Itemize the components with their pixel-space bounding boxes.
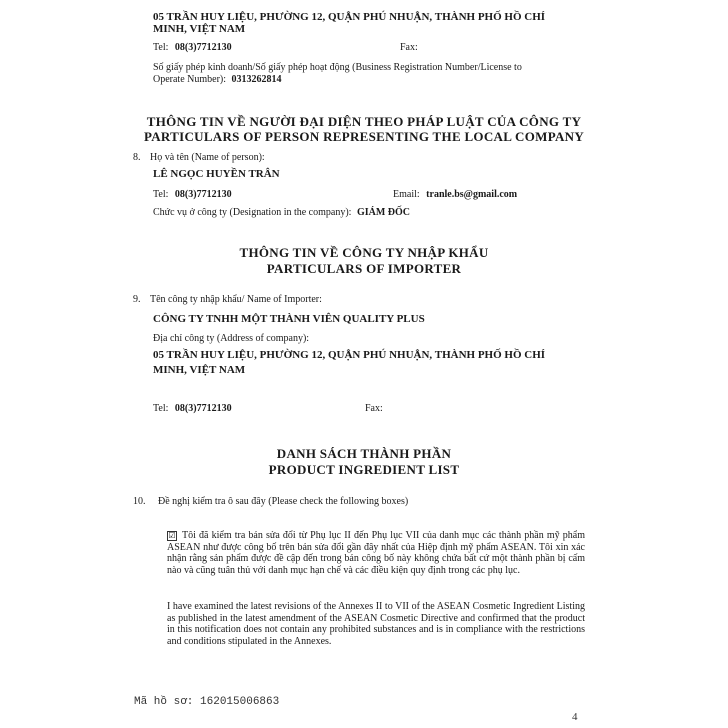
rep-email-label: Email:: [393, 189, 420, 200]
rep-designation-value: GIÁM ĐỐC: [356, 207, 411, 218]
tel-value: 08(3)7712130: [174, 42, 232, 53]
checkbox-checked-icon[interactable]: ☑: [168, 531, 176, 540]
importer-fax-label: Fax:: [365, 403, 383, 414]
rep-email-value: tranle.bs@gmail.com: [426, 189, 518, 200]
company-address-line1: 05 TRẦN HUY LIỆU, PHƯỜNG 12, QUẬN PHÚ NHUẬN, THÀNH PHỐ HỒ CHÍ: [153, 11, 546, 23]
rep-designation: [153, 207, 410, 218]
importer-tel-value: 08(3)7712130: [174, 403, 232, 414]
importer-address-line1: 05 TRẦN HUY LIỆU, PHƯỜNG 12, QUẬN PHÚ NHUẬN, THÀNH PHỐ HỒ CHÍ: [153, 349, 546, 361]
representative-heading-en: PARTICULARS OF PERSON REPRESENTING THE LOCAL COMPANY: [143, 129, 585, 144]
importer-name-value: CÔNG TY TNHH MỘT THÀNH VIÊN QUALITY PLUS: [153, 313, 425, 325]
rep-tel-value: 08(3)7712130: [174, 189, 232, 200]
importer-heading-vi: THÔNG TIN VỀ CÔNG TY NHẬP KHẨU: [239, 245, 489, 260]
statement-en-paragraph: I have examined the latest revisions of the Annexes II to VII of the ASEAN Cosmetic Ingredient Listing as published in the latest amendment of the ASEAN Cosmetic Directive and confirmed that the product in this notification does not contain any prohibited substances and is in compliance with the restrictions and conditions stipulated in the Annexes.: [167, 601, 585, 647]
importer-item-number: 9.: [133, 294, 141, 305]
representative-heading-vi: THÔNG TIN VỀ NGƯỜI ĐẠI DIỆN THEO PHÁP LUẬT CỦA CÔNG TY: [146, 114, 582, 129]
statement-vi-text: Tôi đã kiểm tra bản sửa đổi từ Phụ lục II đến Phụ lục VII của danh mục các thành phần mỹ phẩm ASEAN như được công bố trên bản sửa đổi gần đây nhất của Hiệp định mỹ phẩm ASEAN. Tôi xin xác nhận rằng sản phẩm được đề cập đến trong bản công bố này không chứa bất cứ một thành phần bị cấm nào và cũng tuân thủ với danh mục hạn chế và các điều kiện quy định trong các phụ lục.: [167, 530, 585, 576]
importer-tel-label: Tel:: [153, 403, 169, 414]
rep-name-label: Họ và tên (Name of person):: [150, 152, 265, 163]
statement-vi-paragraph: [167, 530, 585, 576]
license-value: 0313262814: [231, 74, 282, 85]
rep-item-number: 8.: [133, 152, 141, 163]
tel-label: Tel:: [153, 42, 169, 53]
importer-heading-en: PARTICULARS OF IMPORTER: [266, 261, 462, 276]
license-label-line1: Số giấy phép kinh doanh/Số giấy phép hoạt động (Business Registration Number/License to: [153, 62, 522, 73]
company-fax-label: Fax:: [400, 42, 418, 53]
file-code: Mã hồ sơ: 162015006863: [134, 696, 280, 708]
company-address-line2: MINH, VIỆT NAM: [153, 23, 246, 35]
ingredients-item-number: 10.: [133, 496, 146, 507]
company-tel: [153, 42, 232, 53]
ingredients-heading-en: PRODUCT INGREDIENT LIST: [268, 462, 460, 477]
rep-name-value: LÊ NGỌC HUYỀN TRÂN: [153, 168, 280, 180]
license-label-line2: Operate Number):: [153, 74, 227, 85]
page-number: 4: [572, 711, 578, 723]
rep-tel-label: Tel:: [153, 189, 169, 200]
rep-designation-label: Chức vụ ở công ty (Designation in the company):: [153, 207, 352, 218]
ingredients-heading-vi: DANH SÁCH THÀNH PHẦN: [276, 446, 452, 461]
importer-address-label: Địa chỉ công ty (Address of company):: [153, 333, 310, 344]
importer-address-line2: MINH, VIỆT NAM: [153, 364, 246, 376]
importer-name-label: Tên công ty nhập khẩu/ Name of Importer:: [150, 294, 322, 305]
license-line2: [153, 74, 282, 85]
ingredients-check-label: Đề nghị kiểm tra ô sau đây (Please check the following boxes): [158, 496, 409, 507]
rep-email: [393, 189, 517, 200]
importer-tel: [153, 403, 232, 414]
rep-tel: [153, 189, 232, 200]
